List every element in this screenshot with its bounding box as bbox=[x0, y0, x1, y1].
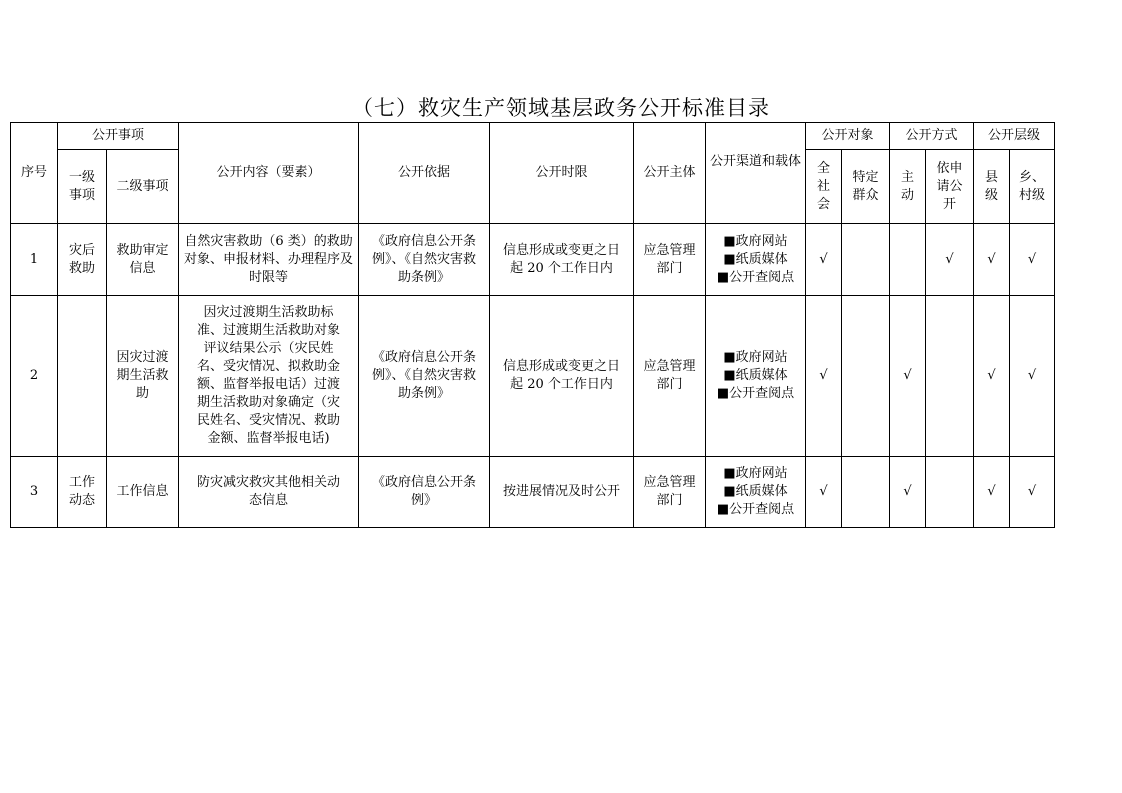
table-row bbox=[11, 296, 1055, 457]
cell-level-county: √ bbox=[974, 296, 1010, 457]
header-level2: 二级事项 bbox=[107, 150, 179, 224]
header-content: 公开内容（要素） bbox=[179, 123, 359, 224]
cell-time-limit: 信息形成或变更之日起 20 个工作日内 bbox=[490, 296, 634, 457]
header-level1: 一级事项 bbox=[58, 150, 107, 224]
channel-item: ■政府网站 bbox=[723, 466, 788, 481]
cell-channels bbox=[706, 457, 806, 528]
cell-target-all: √ bbox=[806, 224, 842, 296]
cell-method-active bbox=[890, 224, 926, 296]
cell-level-county: √ bbox=[974, 457, 1010, 528]
header-level-town: 乡、村级 bbox=[1010, 150, 1055, 224]
cell-level-town: √ bbox=[1010, 296, 1055, 457]
cell-target-all: √ bbox=[806, 457, 842, 528]
cell-seq: 2 bbox=[11, 296, 58, 457]
header-levels: 公开层级 bbox=[974, 123, 1055, 150]
cell-content: 自然灾害救助（6 类）的救助对象、申报材料、办理程序及时限等 bbox=[179, 224, 359, 296]
disclosure-catalog-table bbox=[10, 122, 1055, 528]
header-time-limit: 公开时限 bbox=[490, 123, 634, 224]
cell-method-apply: √ bbox=[926, 224, 974, 296]
header-target-specific: 特定群众 bbox=[842, 150, 890, 224]
header-method-apply: 依申请公开 bbox=[926, 150, 974, 224]
cell-subject: 应急管理部门 bbox=[634, 296, 706, 457]
cell-time-limit: 按进展情况及时公开 bbox=[490, 457, 634, 528]
cell-basis: 《政府信息公开条例》 bbox=[359, 457, 490, 528]
cell-method-apply bbox=[926, 296, 974, 457]
channel-item: ■政府网站 bbox=[723, 350, 788, 365]
cell-content: 防灾减灾救灾其他相关动态信息 bbox=[179, 457, 359, 528]
cell-level1 bbox=[58, 296, 107, 457]
table-row bbox=[11, 224, 1055, 296]
cell-time-limit: 信息形成或变更之日起 20 个工作日内 bbox=[490, 224, 634, 296]
cell-subject: 应急管理部门 bbox=[634, 457, 706, 528]
cell-seq: 1 bbox=[11, 224, 58, 296]
cell-seq: 3 bbox=[11, 457, 58, 528]
channel-item: ■政府网站 bbox=[723, 233, 788, 249]
page-title: （七）救灾生产领域基层政务公开标准目录 bbox=[352, 96, 770, 120]
cell-target-all: √ bbox=[806, 296, 842, 457]
cell-method-active: √ bbox=[890, 457, 926, 528]
cell-method-apply bbox=[926, 457, 974, 528]
header-level-county: 县级 bbox=[974, 150, 1010, 224]
channel-item: ■公开查阅点 bbox=[716, 269, 795, 285]
header-row-1 bbox=[11, 123, 1055, 150]
header-target-all: 全社会 bbox=[806, 150, 842, 224]
cell-subject: 应急管理部门 bbox=[634, 224, 706, 296]
header-subject: 公开主体 bbox=[634, 123, 706, 224]
header-items: 公开事项 bbox=[58, 123, 179, 150]
cell-level1: 工作动态 bbox=[58, 457, 107, 528]
channel-item: ■纸质媒体 bbox=[723, 368, 788, 383]
header-seq: 序号 bbox=[11, 123, 58, 224]
cell-basis: 《政府信息公开条例》、《自然灾害救助条例》 bbox=[359, 296, 490, 457]
cell-target-specific bbox=[842, 457, 890, 528]
cell-target-specific bbox=[842, 224, 890, 296]
cell-basis: 《政府信息公开条例》、《自然灾害救助条例》 bbox=[359, 224, 490, 296]
cell-content: 因灾过渡期生活救助标准、过渡期生活救助对象评议结果公示（灾民姓名、受灾情况、拟救助金额、监督举报电话）过渡期生活救助对象确定（灾民姓名、受灾情况、救助金额、监督举报电话) bbox=[179, 296, 359, 457]
cell-channels bbox=[706, 224, 806, 296]
cell-level2: 救助审定信息 bbox=[107, 224, 179, 296]
header-method: 公开方式 bbox=[890, 123, 974, 150]
channel-item: ■公开查阅点 bbox=[716, 502, 795, 517]
header-basis: 公开依据 bbox=[359, 123, 490, 224]
header-method-active: 主动 bbox=[890, 150, 926, 224]
channel-item: ■纸质媒体 bbox=[723, 484, 788, 499]
cell-method-active: √ bbox=[890, 296, 926, 457]
channel-item: ■公开查阅点 bbox=[716, 386, 795, 401]
cell-level2: 因灾过渡期生活救助 bbox=[107, 296, 179, 457]
channel-item: ■纸质媒体 bbox=[723, 251, 788, 267]
cell-level1: 灾后救助 bbox=[58, 224, 107, 296]
header-target: 公开对象 bbox=[806, 123, 890, 150]
cell-channels bbox=[706, 296, 806, 457]
cell-level2: 工作信息 bbox=[107, 457, 179, 528]
header-channel: 公开渠道和载体 bbox=[706, 123, 806, 224]
cell-level-town: √ bbox=[1010, 457, 1055, 528]
cell-level-county: √ bbox=[974, 224, 1010, 296]
cell-target-specific bbox=[842, 296, 890, 457]
cell-level-town: √ bbox=[1010, 224, 1055, 296]
table-row bbox=[11, 457, 1055, 528]
